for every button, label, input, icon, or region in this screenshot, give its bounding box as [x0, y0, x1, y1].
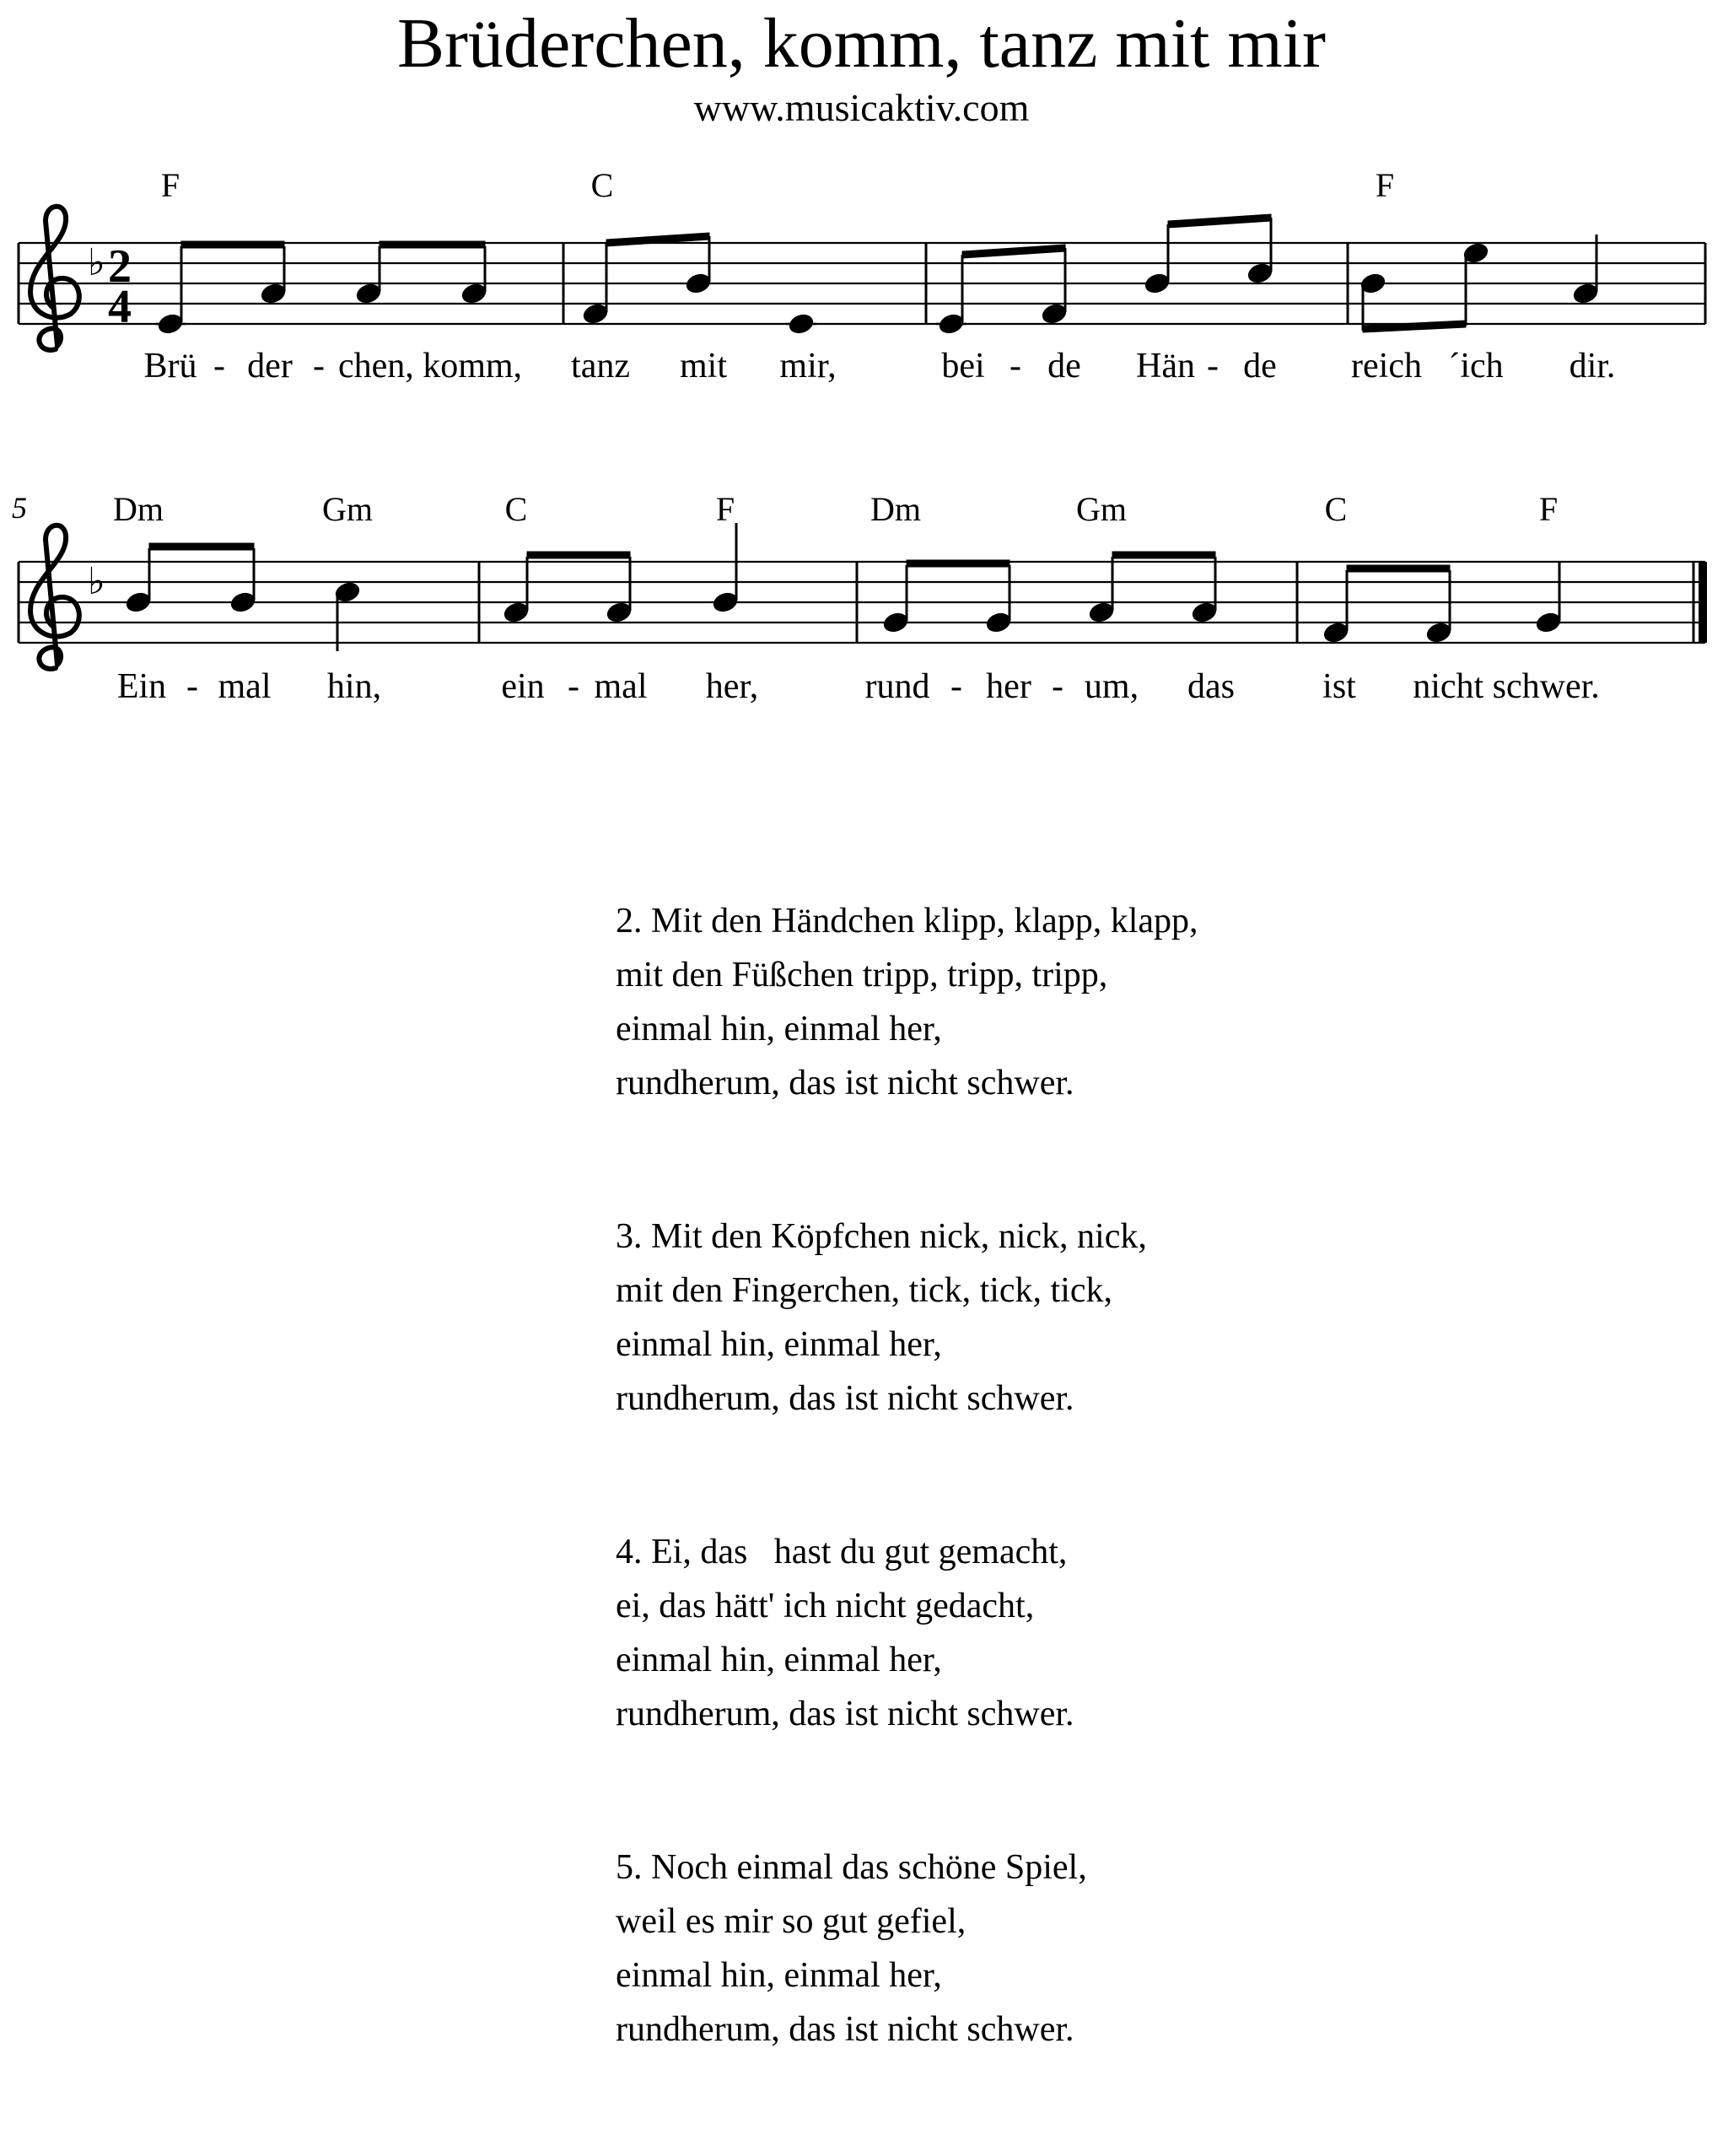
verse-line: einmal hin, einmal her,: [616, 1641, 942, 1679]
final-barline: [1699, 562, 1707, 643]
lyric-hyphen: -: [313, 347, 325, 385]
lyric-syllable: um,: [1084, 667, 1139, 706]
lyric-hyphen: -: [568, 667, 579, 706]
lyric-syllable: her: [986, 667, 1031, 706]
notes-system-2: [124, 523, 1562, 651]
lyric-syllable: mit: [679, 347, 728, 385]
additional-verses: [616, 894, 1198, 2156]
lyric-syllable: rund: [864, 667, 930, 706]
lyric-syllable: tanz: [571, 347, 630, 385]
flat-icon: ♭: [88, 560, 105, 603]
lyric-hyphen: -: [950, 667, 962, 706]
verse-line: weil es mir so gut gefiel,: [616, 1902, 966, 1941]
chord-symbol: C: [1324, 490, 1348, 528]
time-signature-top: 2: [108, 240, 132, 293]
verse-line: ei, das hätt' ich nicht gedacht,: [616, 1587, 1035, 1625]
lyric-syllable: de: [1047, 347, 1081, 385]
treble-clef-icon: [30, 526, 79, 669]
lyric-syllable: her,: [705, 667, 759, 706]
verse-4: [616, 1525, 1198, 1741]
lyric-syllable: mir,: [779, 347, 837, 385]
verse-line: 2. Mit den Händchen klipp, klapp, klapp,: [616, 902, 1198, 941]
lyric-syllable: chen, komm,: [337, 347, 523, 385]
chord-symbol: C: [504, 490, 528, 528]
lyric-syllable: reich: [1351, 347, 1422, 385]
lyric-syllable: nicht schwer.: [1413, 667, 1600, 706]
website-url: www.musicaktiv.com: [693, 86, 1030, 129]
lyric-hyphen: -: [1010, 347, 1021, 385]
verse-line: einmal hin, einmal her,: [616, 1956, 942, 1995]
verse-line: rundherum, das ist nicht schwer.: [616, 1064, 1074, 1102]
verse-line: rundherum, das ist nicht schwer.: [616, 2010, 1074, 2049]
lyric-syllable: Ein: [116, 667, 167, 706]
verse-line: mit den Füßchen tripp, tripp, tripp,: [616, 956, 1108, 994]
chord-symbol: F: [1538, 490, 1559, 528]
song-title: Brüderchen, komm, tanz mit mir: [396, 4, 1327, 83]
lyric-syllable: ´ich: [1448, 347, 1504, 385]
verse-line: rundherum, das ist nicht schwer.: [616, 1695, 1074, 1733]
lyric-syllable: das: [1187, 667, 1235, 706]
chord-symbol: Dm: [113, 490, 164, 528]
verse-line: 4. Ei, das hast du gut gemacht,: [616, 1533, 1068, 1571]
verse-line: 3. Mit den Köpfchen nick, nick, nick,: [616, 1217, 1147, 1256]
lyric-hyphen: -: [213, 347, 225, 385]
lyric-syllable: ein: [501, 667, 545, 706]
lyric-hyphen: -: [1052, 667, 1063, 706]
chord-symbol: F: [1375, 166, 1395, 204]
lyric-syllable: ist: [1322, 667, 1356, 706]
chord-symbol: C: [590, 166, 614, 204]
chord-symbol: F: [715, 490, 735, 528]
lyric-syllable: bei: [941, 347, 985, 385]
verse-line: mit den Fingerchen, tick, tick, tick,: [616, 1271, 1113, 1310]
flat-icon: ♭: [88, 241, 105, 284]
lyric-syllable: dir.: [1569, 347, 1616, 385]
lyric-syllable: mal: [594, 667, 648, 706]
verse-line: einmal hin, einmal her,: [616, 1325, 942, 1364]
chord-symbol: F: [160, 166, 180, 204]
lyric-syllable: hin,: [326, 667, 382, 706]
lyric-syllable: Brü: [143, 347, 197, 385]
staff-2: [0, 0, 1723, 759]
chord-symbol: Gm: [1076, 490, 1127, 528]
time-signature-bottom: 4: [108, 281, 132, 333]
lyric-hyphen: -: [186, 667, 198, 706]
verse-line: rundherum, das ist nicht schwer.: [616, 1379, 1074, 1418]
measure-number: 5: [12, 491, 27, 525]
lyric-hyphen: -: [1207, 347, 1219, 385]
verse-3: [616, 1210, 1198, 1426]
lyric-syllable: der: [247, 347, 293, 385]
lyric-syllable: Hän: [1136, 347, 1195, 385]
verse-line: einmal hin, einmal her,: [616, 1010, 942, 1048]
lyric-syllable: de: [1243, 347, 1277, 385]
verse-line: 5. Noch einmal das schöne Spiel,: [616, 1848, 1087, 1887]
chord-symbol: Dm: [870, 490, 921, 528]
chord-symbol: Gm: [322, 490, 373, 528]
verse-2: [616, 894, 1198, 1110]
verse-5: [616, 1841, 1198, 2056]
lyric-syllable: mal: [218, 667, 272, 706]
